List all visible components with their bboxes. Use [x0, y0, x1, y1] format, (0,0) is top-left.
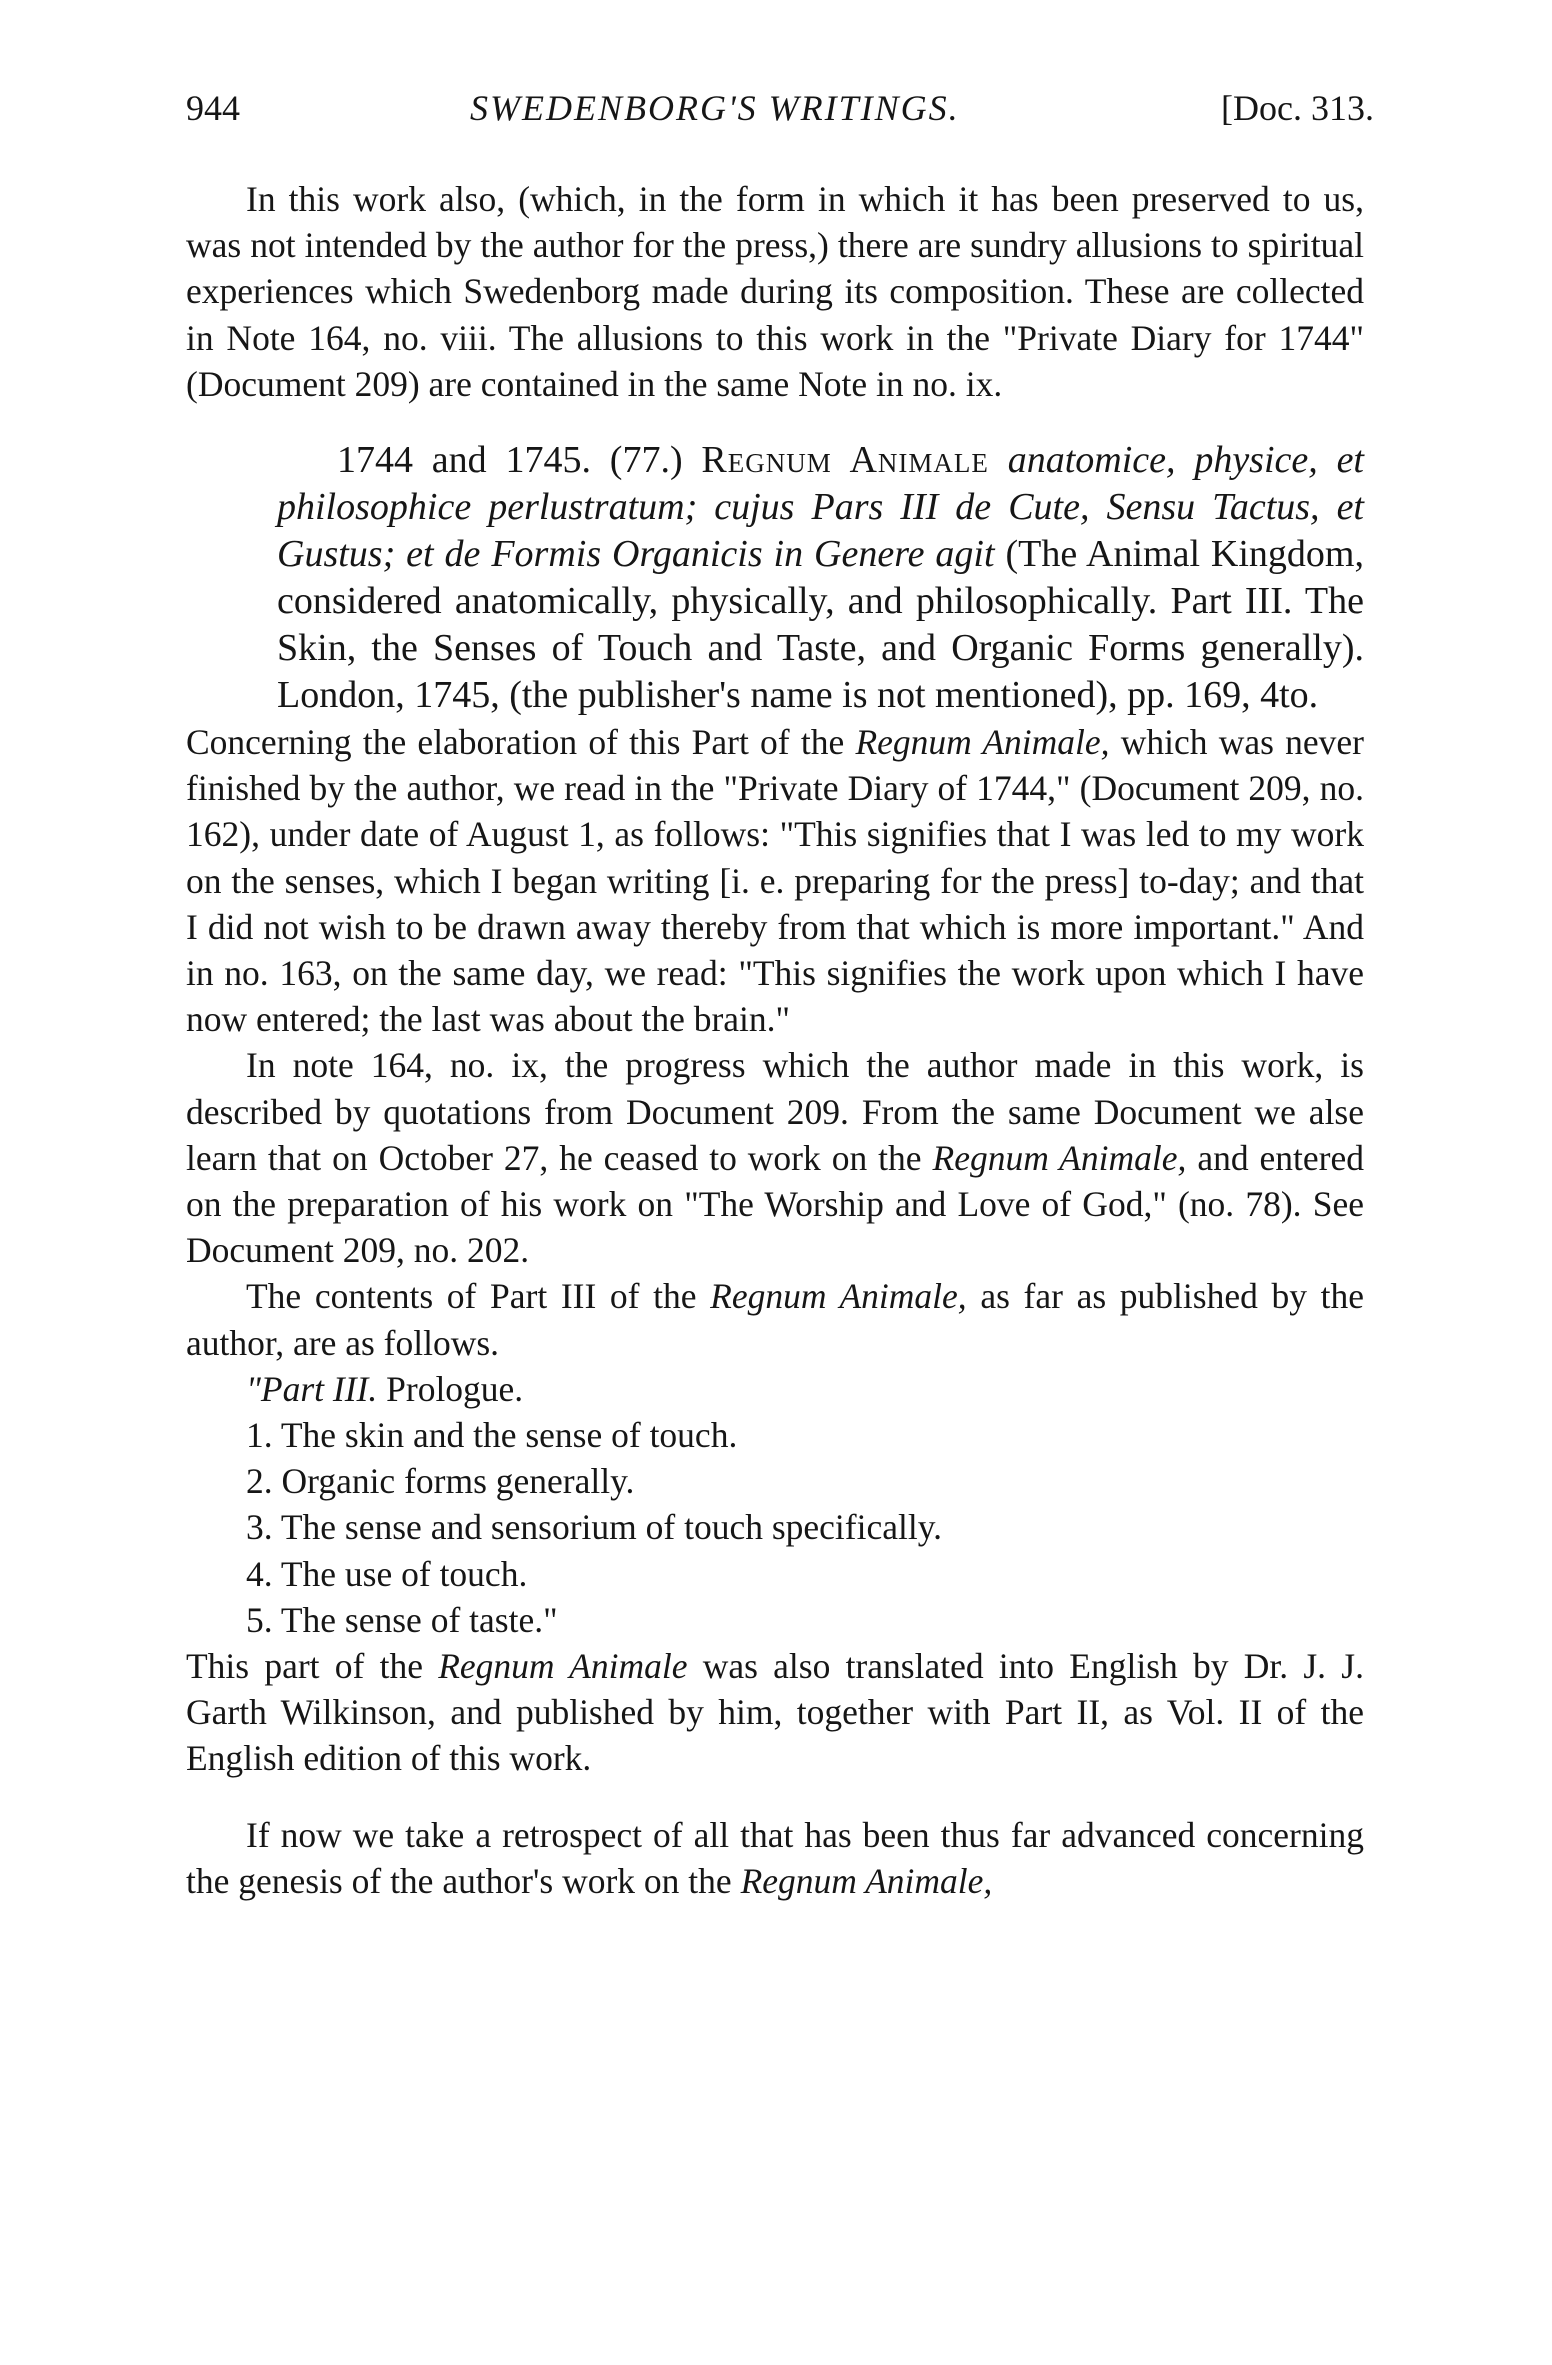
italic-run: Regnum Animale	[438, 1646, 688, 1687]
bibliography-entry	[186, 437, 1364, 719]
text-run: and entered on the preparation of his work on "The Worship and Love of God," (no. 78). See Document 209, no. 202.	[186, 1137, 1364, 1271]
text-run: Prologue.	[377, 1368, 524, 1409]
text-run: which was never finished by the author, we read in the "Private Diary of 1744," (Document 209, no. 162), under date of August 1, as follows: "This signifies that I was led to my work on the senses, which I began writing [i. e. preparing for the press] to-day; and that I did not wish to be drawn away thereby from that which is more important." And in no. 163, on the same day, we read: "This signifies the work upon which I have now entered; the last was about the brain."	[186, 722, 1364, 1040]
entry-latin-title: anatomice, physice, et philosophice perlustratum; cujus Pars III de Cute, Sensu Tactus, et Gustus; et de Formis Organicis in Genere agit	[277, 439, 1364, 576]
text-run: was also translated into English by Dr. J. J. Garth Wilkinson, and published by him, together with Part II, as Vol. II of the English edition of this work.	[186, 1646, 1364, 1779]
list-item: 4. The use of touch.	[246, 1553, 528, 1594]
entry-title: Regnum Animale	[701, 439, 989, 482]
page-number: 944	[186, 88, 240, 128]
text-run: In note 164, no. ix, the progress which the author made in this work, is described by quotations from Document 209. From the same Document we alse learn that on October 27, he ceased to work on the	[186, 1045, 1364, 1178]
list-item: 5. The sense of taste."	[246, 1599, 558, 1640]
italic-run: "Part III.	[246, 1368, 378, 1409]
document-reference: [Doc. 313.	[1221, 88, 1374, 128]
concerning-paragraph	[186, 719, 1364, 1042]
spacer	[186, 1782, 1364, 1812]
text-run: as far as published by the author, are as follows.	[186, 1276, 1364, 1363]
text-run: If now we take a retrospect of all that has been thus far advanced concerning the genesis of the author's work on the	[186, 1814, 1364, 1901]
italic-run: Regnum Animale,	[855, 722, 1110, 763]
spacer	[186, 407, 1364, 437]
entry-date: 1744 and 1745. (77.)	[337, 439, 702, 482]
translation-paragraph	[186, 1643, 1364, 1782]
contents-paragraph	[186, 1273, 1364, 1365]
running-title: SWEDENBORG'S WRITINGS.	[470, 88, 960, 128]
text-run: This part of the	[186, 1646, 439, 1687]
retrospect-paragraph	[186, 1812, 1364, 1904]
italic-run: Regnum Animale,	[932, 1137, 1187, 1178]
intro-paragraph: In this work also, (which, in the form in which it has been preserved to us, was not intended by the author for the press,) there are sundry allusions to spiritual experiences which Swedenborg made during its composition. These are collected in Note 164, no. viii. The allusions to this work in the "Private Diary for 1744" (Document 209) are contained in the same Note in no. ix.	[186, 179, 1364, 404]
part-heading	[186, 1366, 1364, 1412]
page-body	[186, 176, 1364, 1904]
italic-run: Regnum Animale,	[710, 1276, 967, 1317]
italic-run: Regnum Animale,	[740, 1860, 993, 1901]
contents-list	[186, 1412, 1364, 1643]
list-item: 1. The skin and the sense of touch.	[246, 1415, 738, 1456]
text-run: The contents of Part III of the	[246, 1276, 711, 1317]
note-paragraph	[186, 1042, 1364, 1273]
running-header	[186, 86, 1374, 130]
text-run: Concerning the elaboration of this Part of the	[186, 722, 856, 763]
list-item: 2. Organic forms generally.	[246, 1461, 635, 1502]
list-item: 3. The sense and sensorium of touch specifically.	[246, 1507, 943, 1548]
entry-english-title: (The Animal Kingdom, considered anatomically, physically, and philosophically. Part III. The Skin, the Senses of Touch and Taste, and Organic Forms generally). London, 1745, (the publisher's name is not mentioned), pp. 169, 4to.	[277, 533, 1364, 717]
